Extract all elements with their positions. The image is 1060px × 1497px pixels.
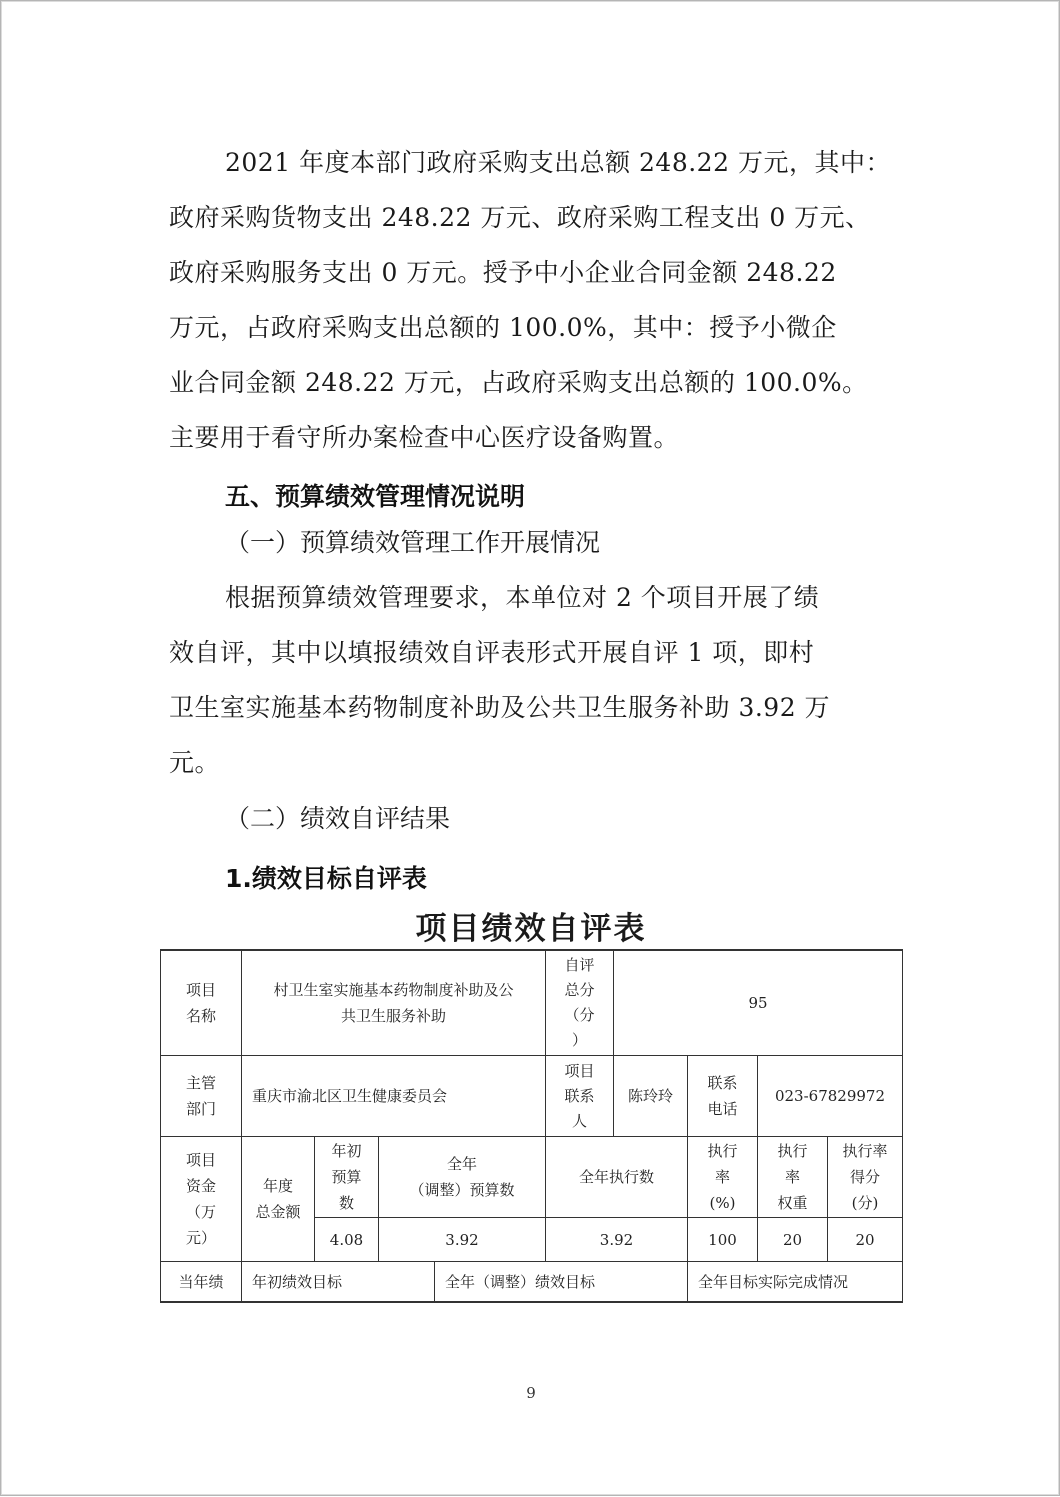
table-title: 项目绩效自评表: [415, 911, 647, 947]
paragraph-line: 元。: [169, 748, 221, 777]
exec-weight-value: 20: [782, 1230, 803, 1249]
annual-total-label: 年度 总金额: [255, 1177, 301, 1221]
exec-rate-label: 执行 率 (%): [707, 1142, 738, 1212]
dept-value: 重庆市渝北区卫生健康委员会: [252, 1087, 448, 1105]
initial-budget-value: 4.08: [329, 1230, 364, 1249]
paragraph-line: 万元，占政府采购支出总额的 100.0%，其中：授予小微企: [169, 313, 837, 342]
contact-value: 陈玲玲: [627, 1087, 673, 1105]
paragraph-line: 主要用于看守所办案检查中心医疗设备购置。: [169, 423, 680, 452]
phone-label: 联系 电话: [707, 1074, 738, 1118]
exec-weight-label: 执行 率 权重: [777, 1142, 808, 1212]
self-score-value: 95: [748, 994, 768, 1012]
performance-table: [1, 1, 1060, 1497]
funds-label: 项目 资金 （万 元）: [185, 1151, 216, 1247]
phone-value: 023-67829972: [774, 1087, 886, 1105]
table-heading: 1.绩效目标自评表: [225, 864, 427, 893]
paragraph-line: 政府采购服务支出 0 万元。授予中小企业合同金额 248.22: [169, 258, 837, 287]
section-heading: 五、预算绩效管理情况说明: [225, 482, 526, 511]
paragraph-line: 卫生室实施基本药物制度补助及公共卫生服务补助 3.92 万: [169, 693, 831, 722]
subsection-heading: （一）预算绩效管理工作开展情况: [225, 528, 601, 557]
adjusted-goal-label: 全年（调整）绩效目标: [445, 1272, 596, 1291]
executed-value: 3.92: [599, 1230, 634, 1249]
paragraph-line: 根据预算绩效管理要求，本单位对 2 个项目开展了绩: [225, 583, 820, 612]
project-name-value: 村卫生室实施基本药物制度补助及公 共卫生服务补助: [273, 981, 514, 1025]
project-name-label: 项目 名称: [185, 981, 216, 1025]
exec-score-value: 20: [855, 1230, 875, 1249]
initial-goal-label: 年初绩效目标: [252, 1272, 343, 1291]
paragraph-line: 效自评，其中以填报绩效自评表形式开展自评 1 项，即村: [169, 638, 815, 667]
actual-label: 全年目标实际完成情况: [698, 1272, 849, 1291]
subsection-heading: （二）绩效自评结果: [225, 804, 451, 833]
adjusted-budget-value: 3.92: [445, 1230, 479, 1249]
paragraph-line: 2021 年度本部门政府采购支出总额 248.22 万元，其中：: [225, 148, 891, 177]
paragraph-line: 政府采购货物支出 248.22 万元、政府采购工程支出 0 万元、: [169, 203, 871, 232]
self-score-label: 自评 总分 （分 ）: [564, 956, 595, 1049]
paragraph-line: 业合同金额 248.22 万元，占政府采购支出总额的 100.0%。: [169, 368, 868, 397]
perf-label: 当年绩: [178, 1272, 224, 1291]
contact-label: 项目 联系 人: [564, 1061, 595, 1130]
exec-score-label: 执行率 得分 (分): [842, 1142, 888, 1212]
adjusted-budget-label: 全年 （调整）预算数: [409, 1155, 515, 1199]
page-number: 9: [526, 1384, 536, 1402]
dept-label: 主管 部门: [185, 1074, 216, 1118]
initial-budget-label: 年初 预算 数: [331, 1142, 362, 1212]
executed-label: 全年执行数: [578, 1168, 654, 1186]
table-border: [902, 949, 903, 1303]
table-border: [160, 1301, 903, 1303]
exec-rate-value: 100: [708, 1230, 737, 1249]
